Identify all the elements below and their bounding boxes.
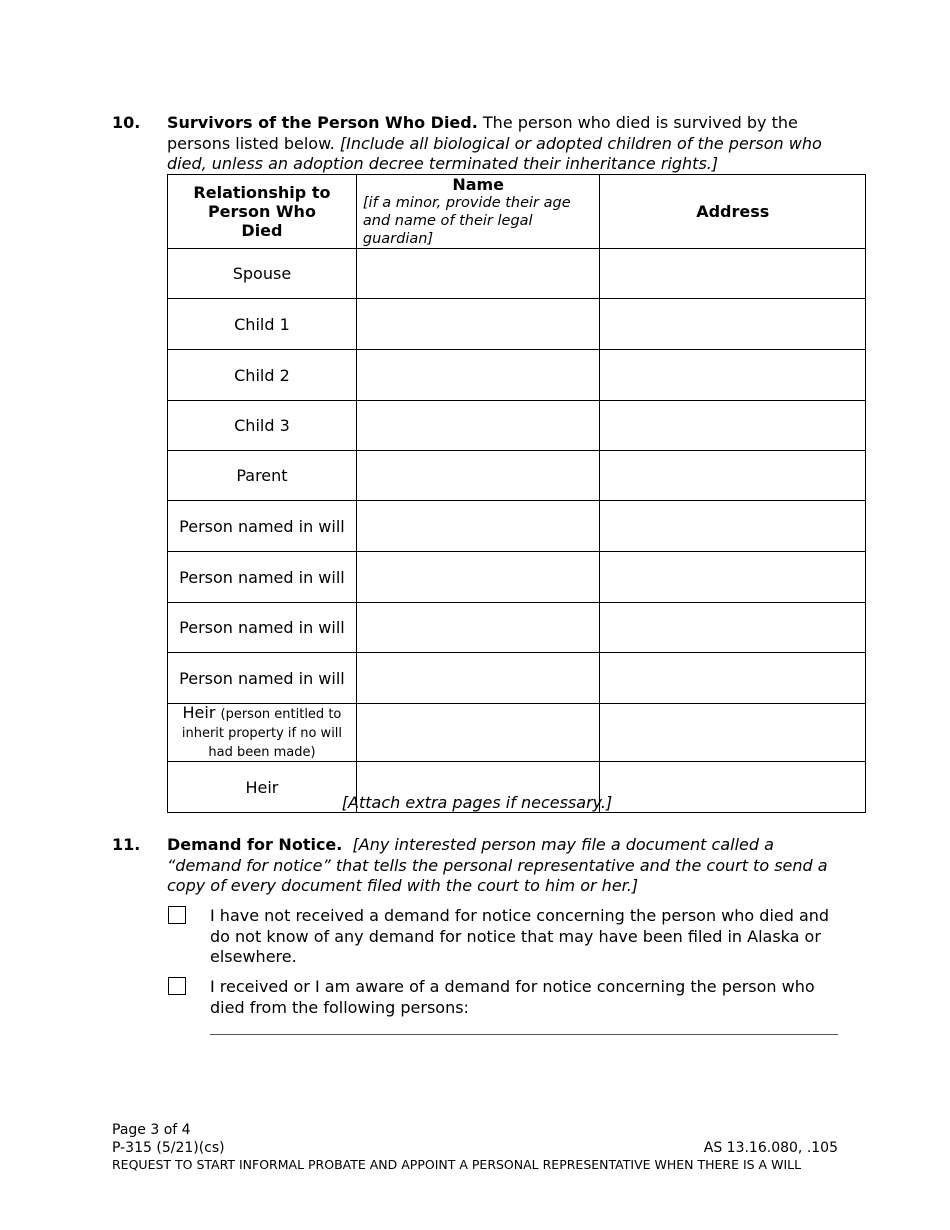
section-10-paragraph [167, 113, 847, 175]
statute-reference: AS 13.16.080, .105 [703, 1140, 838, 1156]
demand-received-checkbox[interactable] [168, 977, 186, 995]
address-cell[interactable] [600, 249, 866, 299]
name-cell[interactable] [356, 299, 600, 350]
relationship-cell: Heir [168, 762, 357, 813]
page-number: Page 3 of 4 [112, 1122, 191, 1138]
relationship-cell: Child 3 [168, 401, 357, 451]
address-cell[interactable] [600, 299, 866, 350]
address-cell[interactable] [600, 653, 866, 704]
relationship-cell: Child 2 [168, 350, 357, 401]
section-10-text: The person who died is survived by the persons listed below. [167, 113, 798, 153]
no-demand-option-text: I have not received a demand for notice concerning the person who died and do not know of any demand for notice that may have been filed in Alaska or elsewhere. [210, 906, 830, 966]
table-row [168, 451, 866, 501]
section-10-number: 10. [112, 113, 141, 132]
name-cell[interactable] [356, 401, 600, 451]
relationship-cell: Child 1 [168, 299, 357, 350]
name-cell[interactable] [356, 552, 600, 603]
address-cell[interactable] [600, 451, 866, 501]
address-header: Address [600, 175, 866, 249]
table-row [168, 653, 866, 704]
relationship-note: (person entitled to inherit property if no will had been made) [181, 707, 343, 760]
form-code: P-315 (5/21)(cs) [112, 1140, 225, 1156]
relationship-cell [168, 704, 357, 762]
section-11-number: 11. [112, 835, 141, 854]
relationship-cell: Person named in will [168, 653, 357, 704]
table-row [168, 401, 866, 451]
demand-persons-line[interactable] [210, 1034, 838, 1035]
survivors-table [167, 174, 866, 813]
address-cell[interactable] [600, 401, 866, 451]
name-cell[interactable] [356, 350, 600, 401]
name-cell[interactable] [356, 653, 600, 704]
section-10-title: Survivors of the Person Who Died. [167, 113, 478, 132]
relationship-cell: Parent [168, 451, 357, 501]
relationship-cell: Person named in will [168, 603, 357, 653]
table-row [168, 299, 866, 350]
form-title: REQUEST TO START INFORMAL PROBATE AND APPOINT A PERSONAL REPRESENTATIVE WHEN THERE IS A WILL [112, 1157, 802, 1172]
name-cell[interactable] [356, 704, 600, 762]
relationship-cell: Person named in will [168, 552, 357, 603]
name-cell[interactable] [356, 249, 600, 299]
name-cell[interactable] [356, 603, 600, 653]
table-row [168, 603, 866, 653]
address-cell[interactable] [600, 501, 866, 552]
relationship-label: Heir [182, 703, 216, 722]
name-cell[interactable] [356, 501, 600, 552]
relationship-cell: Person named in will [168, 501, 357, 552]
name-cell[interactable] [356, 451, 600, 501]
relationship-header: Relationship to Person Who Died [168, 175, 357, 249]
section-11-note: [Any interested person may file a document called a “demand for notice” that tells the personal representative and the court to send a copy of every document filed with the court to him or her.] [167, 835, 828, 895]
relationship-cell: Spouse [168, 249, 357, 299]
table-row [168, 552, 866, 603]
table-row [168, 350, 866, 401]
address-cell[interactable] [600, 704, 866, 762]
address-cell[interactable] [600, 350, 866, 401]
name-header [356, 175, 600, 249]
table-row [168, 501, 866, 552]
address-cell[interactable] [600, 552, 866, 603]
section-11-title: Demand for Notice. [167, 835, 343, 854]
section-11-paragraph [167, 835, 847, 897]
no-demand-checkbox[interactable] [168, 906, 186, 924]
attach-pages-note: [Attach extra pages if necessary.] [341, 793, 613, 812]
table-header-row [168, 175, 866, 249]
name-header-label: Name [452, 175, 505, 194]
table-row [168, 249, 866, 299]
table-row [168, 704, 866, 762]
demand-received-option-text: I received or I am aware of a demand for notice concerning the person who died from the following persons: [210, 977, 815, 1017]
name-header-hint: [if a minor, provide their age and name of their legal guardian] [362, 195, 571, 247]
section-10-note: [Include all biological or adopted children of the person who died, unless an adoption decree terminated their inheritance rights.] [167, 133, 822, 173]
address-cell[interactable] [600, 603, 866, 653]
